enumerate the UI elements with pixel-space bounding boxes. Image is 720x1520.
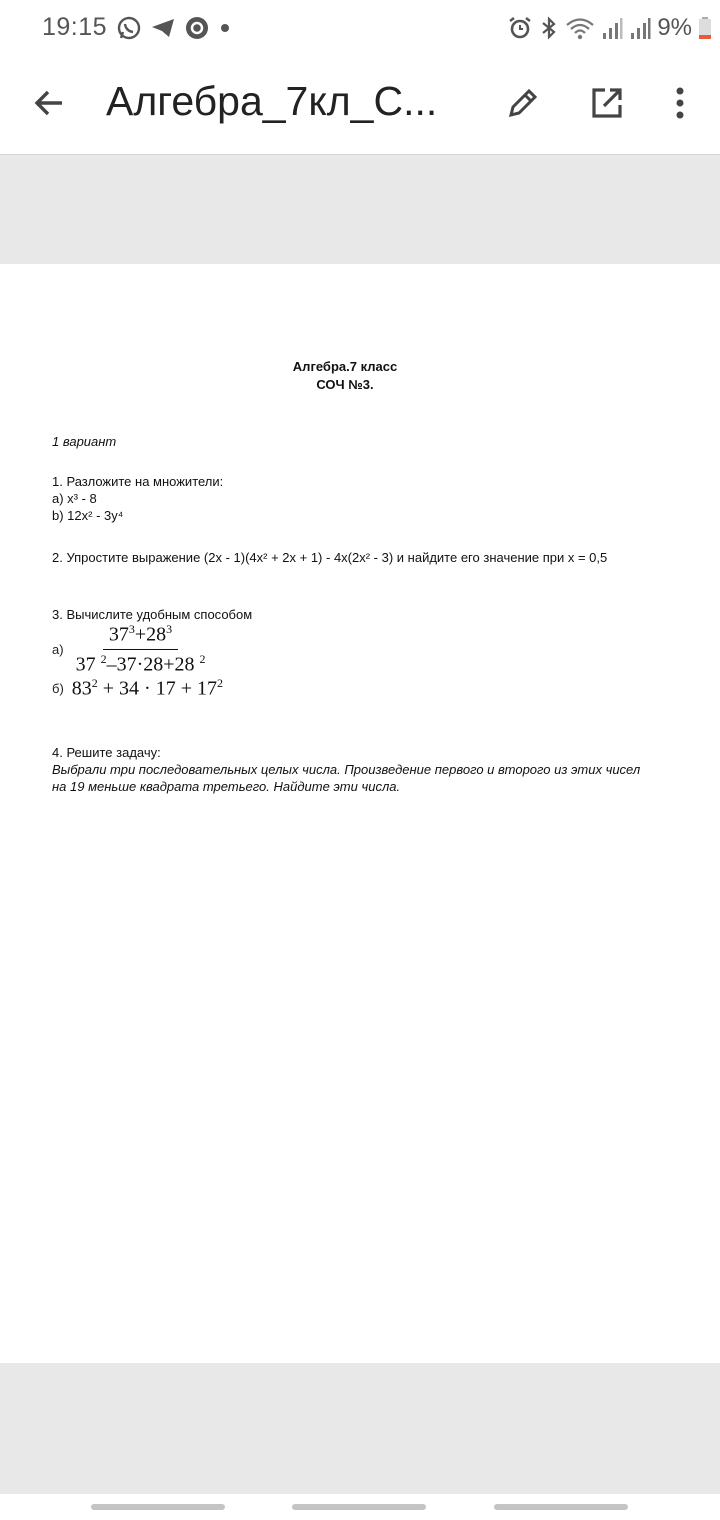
nav-home-button[interactable] xyxy=(292,1504,426,1510)
question-3-b xyxy=(52,676,223,701)
question-4-title: 4. Решите задачу: xyxy=(52,745,161,760)
navigation-bar xyxy=(0,1494,720,1520)
question-3-b-label: б) xyxy=(52,680,64,696)
heading-line-1: Алгебра.7 класс xyxy=(292,359,398,374)
arrow-back-icon xyxy=(32,86,66,120)
edit-button[interactable] xyxy=(500,80,546,126)
whatsapp-icon xyxy=(116,15,142,41)
variant-label: 1 вариант xyxy=(52,434,117,449)
nav-recents-button[interactable] xyxy=(91,1504,225,1510)
question-3-a-label: а) xyxy=(52,641,64,657)
question-3-title: 3. Вычислите удобным способом xyxy=(52,607,253,622)
status-left-icons xyxy=(116,14,232,42)
wifi-icon xyxy=(565,15,595,41)
question-3-a xyxy=(52,622,210,676)
fraction-denominator: 37 $^2$–37·28+28 $^2$ xyxy=(75,651,206,676)
question-1 xyxy=(52,473,642,524)
battery-percent: 9% xyxy=(657,14,692,41)
question-1-a: a) x³ - 8 xyxy=(52,491,97,506)
more-vert-icon xyxy=(675,86,685,120)
fraction xyxy=(72,622,210,676)
app-bar xyxy=(0,56,720,155)
question-3-b-expression: $83^2 + 34 \cdot 17 + 17^2$ xyxy=(71,676,223,700)
battery-icon xyxy=(698,15,712,41)
nav-back-button[interactable] xyxy=(494,1504,628,1510)
bluetooth-icon xyxy=(539,15,559,41)
back-button[interactable] xyxy=(26,80,72,126)
question-4 xyxy=(52,744,642,795)
question-2-text: 2. Упростите выражение (2x - 1)(4x² + 2x + 1) - 4x(2x² - 3) и найдите его значение при x = 0,5 xyxy=(52,550,608,565)
pencil-icon xyxy=(505,85,541,121)
question-1-title: 1. Разложите на множители: xyxy=(52,474,224,489)
document-heading xyxy=(0,358,690,394)
document-page[interactable] xyxy=(0,264,720,1363)
more-options-button[interactable] xyxy=(660,80,700,126)
status-bar xyxy=(0,0,720,56)
dot-icon xyxy=(218,15,232,41)
heading-line-2: СОЧ №3. xyxy=(316,377,374,392)
document-title: Алгебра_7кл_С... xyxy=(106,78,438,124)
open-external-button[interactable] xyxy=(584,80,630,126)
telegram-icon xyxy=(150,15,176,41)
signal-icon xyxy=(629,15,651,41)
open-in-new-icon xyxy=(589,85,625,121)
sync-icon xyxy=(184,15,210,41)
question-2 xyxy=(52,549,642,566)
status-right-icons xyxy=(507,14,712,42)
alarm-icon xyxy=(507,15,533,41)
fraction-numerator: $37^3+28^3$ xyxy=(103,622,178,650)
status-time: 19:15 xyxy=(42,13,108,41)
question-1-b: b) 12x² - 3y⁴ xyxy=(52,508,124,523)
question-4-text: Выбрали три последовательных целых числа. Произведение первого и второго из этих чисел на 19 меньше квадрата третьего. Найдите эти числа. xyxy=(52,762,641,794)
signal-icon xyxy=(601,15,623,41)
